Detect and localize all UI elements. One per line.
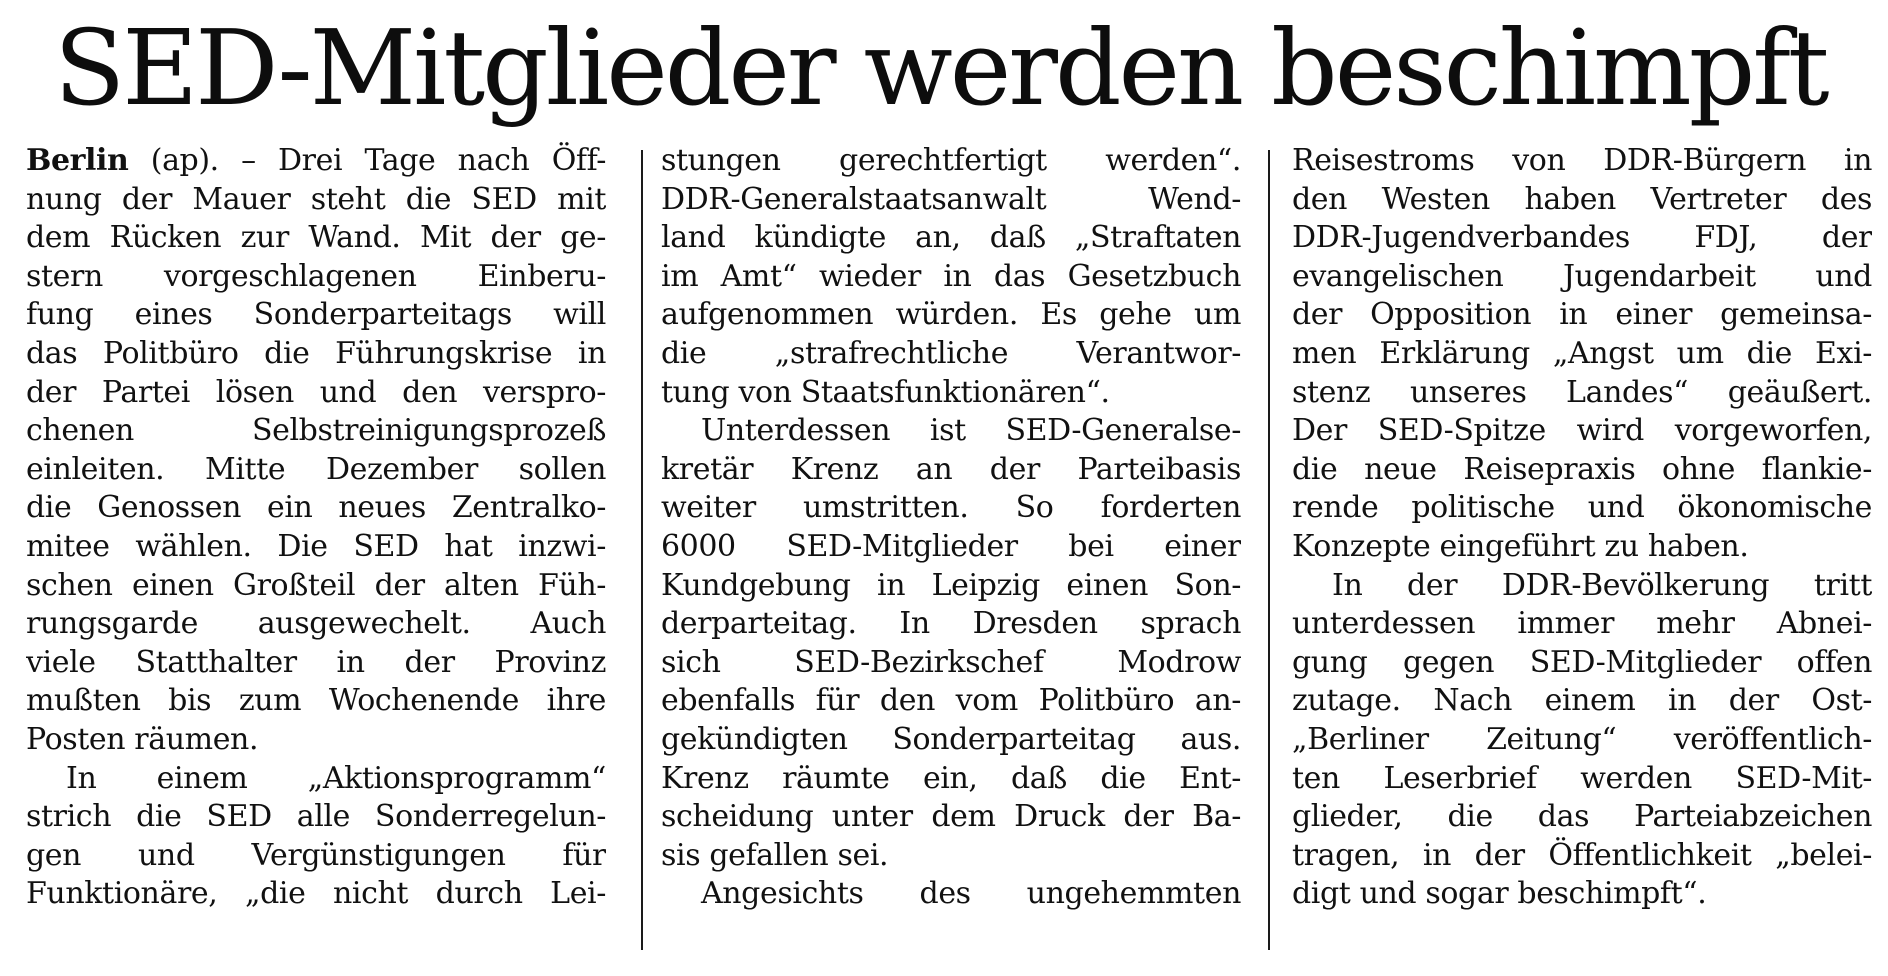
article-line: Unterdessen ist SED-Generalse- (701, 413, 1241, 449)
article-line: viele Statthalter in der Provinz (26, 644, 606, 680)
article-line: tragen, in der Öffentlichkeit „belei- (1292, 837, 1872, 873)
article-line: dem Rücken zur Wand. Mit der ge- (26, 220, 606, 256)
article-line: stern vorgeschlagenen Einberu- (26, 258, 606, 294)
article-line: kretär Krenz an der Parteibasis (661, 451, 1241, 487)
article-line: sis gefallen sei. (661, 837, 889, 873)
article-line: ebenfalls für den vom Politbüro an- (661, 683, 1241, 719)
article-line-text: (ap). – Drei Tage nach Öff- (128, 143, 606, 178)
article-line: Der SED-Spitze wird vorgeworfen, (1292, 413, 1872, 449)
article-line: evangelischen Jugendarbeit und (1292, 258, 1872, 294)
article-line: nung der Mauer steht die SED mit (26, 181, 606, 217)
article-line: im Amt“ wieder in das Gesetzbuch (661, 258, 1241, 294)
article-line: men Erklärung „Angst um die Exi- (1292, 335, 1872, 371)
article-line: chenen Selbstreinigungsprozeß (26, 413, 606, 449)
article-line: sich SED-Bezirkschef Modrow (661, 644, 1241, 680)
article-line: den Westen haben Vertreter des (1292, 181, 1872, 217)
article-line: die Genossen ein neues Zentralko- (26, 490, 606, 526)
article-line: das Politbüro die Führungskrise in (26, 335, 606, 371)
article-line: Funktionäre, „die nicht durch Lei- (26, 876, 606, 912)
article-line: die neue Reisepraxis ohne flankie- (1292, 451, 1872, 487)
article-line: glieder, die das Parteiabzeichen (1292, 799, 1872, 835)
column-rule (641, 150, 643, 950)
article-line: rungsgarde ausgewechelt. Auch (26, 606, 606, 642)
article-line: DDR-Jugendverbandes FDJ, der (1292, 220, 1872, 256)
article-line: zutage. Nach einem in der Ost- (1292, 683, 1872, 719)
article-line: stungen gerechtfertigt werden“. (661, 143, 1241, 178)
article-line: gen und Vergünstigungen für (26, 837, 606, 873)
article-line: schen einen Großteil der alten Füh- (26, 567, 606, 603)
article-line: Krenz räumte ein, daß die Ent- (661, 760, 1241, 796)
article-line: DDR-Generalstaatsanwalt Wend- (661, 181, 1241, 217)
article-line: Posten räumen. (26, 721, 259, 757)
article-line: einleiten. Mitte Dezember sollen (26, 451, 606, 487)
article-line: tung von Staatsfunktionären“. (661, 374, 1110, 410)
article-column-2 (661, 142, 1241, 962)
article-line: gung gegen SED-Mitglieder offen (1292, 644, 1872, 680)
article-line: digt und sogar beschimpft“. (1292, 876, 1707, 912)
article-line: Kundgebung in Leipzig einen Son- (661, 567, 1241, 603)
article-line: Angesichts des ungehemmten (701, 876, 1241, 912)
article-line: aufgenommen würden. Es gehe um (661, 297, 1241, 333)
article-line: ten Leserbrief werden SED-Mit- (1292, 760, 1872, 796)
article-line: mitee wählen. Die SED hat inzwi- (26, 528, 606, 564)
article-line: mußten bis zum Wochenende ihre (26, 683, 606, 719)
article-line: unterdessen immer mehr Abnei- (1292, 606, 1872, 642)
article-line (26, 142, 606, 181)
article-line: In der DDR-Bevölkerung tritt (1332, 567, 1872, 603)
article-line: Konzepte eingeführt zu haben. (1292, 528, 1749, 564)
article-line: In einem „Aktionsprogramm“ (66, 760, 606, 796)
headline: SED-Mitglieder werden beschimpft (54, 7, 1827, 129)
article-line: stenz unseres Landes“ geäußert. (1292, 374, 1872, 410)
article-line: land kündigte an, daß „Straftaten (661, 220, 1241, 256)
article-line: fung eines Sonderparteitags will (26, 297, 606, 333)
article-line: der Partei lösen und den verspro- (26, 374, 606, 410)
column-rule (1268, 150, 1270, 950)
article-line: der Opposition in einer gemeinsa- (1292, 297, 1872, 333)
article-line: scheidung unter dem Druck der Ba- (661, 799, 1241, 835)
article-line: derparteitag. In Dresden sprach (661, 606, 1241, 642)
article-column-1 (26, 142, 606, 962)
dateline: Berlin (26, 143, 129, 178)
article-line: 6000 SED-Mitglieder bei einer (661, 528, 1241, 564)
article-line: gekündigten Sonderparteitag aus. (661, 721, 1241, 757)
article-line: Reisestroms von DDR-Bürgern in (1292, 143, 1872, 178)
article-column-3 (1292, 142, 1872, 962)
article-line: weiter umstritten. So forderten (661, 490, 1241, 526)
article-line: „Berliner Zeitung“ veröffentlich- (1292, 721, 1872, 757)
article-line: rende politische und ökonomische (1292, 490, 1872, 526)
article-line: die „strafrechtliche Verantwor- (661, 335, 1241, 371)
article-line: strich die SED alle Sonderregelun- (26, 799, 606, 835)
